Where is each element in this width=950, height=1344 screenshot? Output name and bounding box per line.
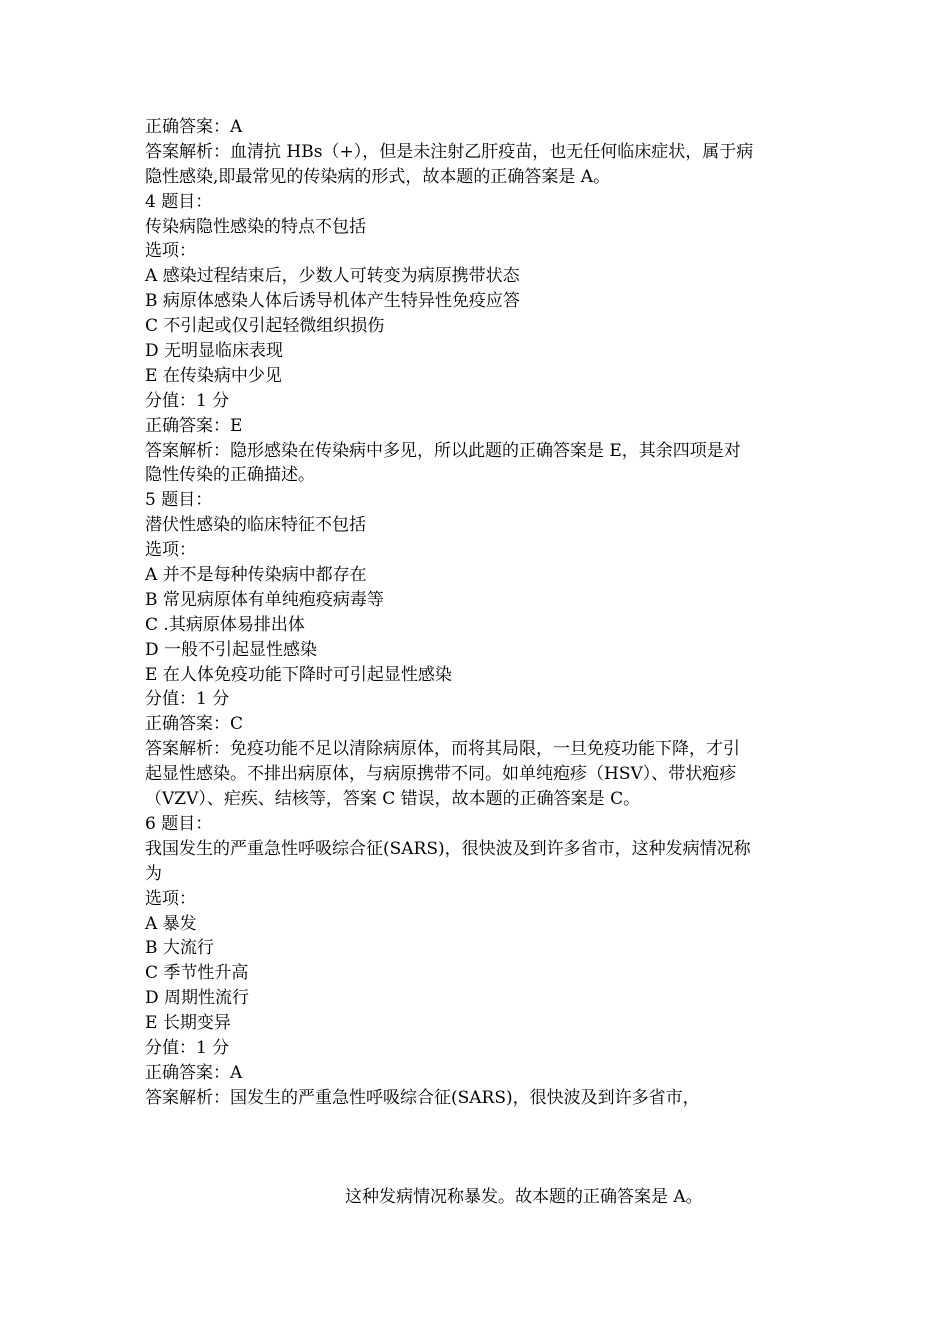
text-line: 分值：1 分 <box>145 1037 230 1058</box>
text-line: 5 题目： <box>145 490 213 511</box>
text-line: 正确答案：E <box>145 415 243 436</box>
text-line: B 常见病原体有单纯疱疫病毒等 <box>145 589 384 610</box>
text-line: D 一般不引起显性感染 <box>145 639 318 660</box>
text-line: 起显性感染。不排出病原体，与病原携带不同。如单纯疱疹（HSV）、带状疱疹 <box>145 764 737 785</box>
text-line: 答案解析：国发生的严重急性呼吸综合征(SARS)，很快波及到许多省市， <box>145 1087 700 1108</box>
text-line: A 感染过程结束后，少数人可转变为病原携带状态 <box>145 266 520 287</box>
text-line: A 暴发 <box>145 913 197 934</box>
text-line: 答案解析：血清抗 HBs（+），但是未注射乙肝疫苗，也无任何临床症状，属于病 <box>145 141 754 162</box>
text-line: 隐性传染的正确描述。 <box>145 465 315 486</box>
text-line: 答案解析：隐形感染在传染病中多见，所以此题的正确答案是 E，其余四项是对 <box>145 440 741 461</box>
text-line: 为 <box>145 863 162 884</box>
text-line: E 长期变异 <box>145 1013 231 1034</box>
document-body <box>145 115 810 1111</box>
text-line: （VZV）、疟疾、结核等，答案 C 错误，故本题的正确答案是 C。 <box>145 789 641 810</box>
text-line: E 在传染病中少见 <box>145 365 282 386</box>
text-line: D 周期性流行 <box>145 988 250 1009</box>
text-line: C .其病原体易排出体 <box>145 614 305 635</box>
text-line: 6 题目： <box>145 813 213 834</box>
text-line: 隐性感染,即最常见的传染病的形式，故本题的正确答案是 A。 <box>145 166 611 187</box>
text-line: A 并不是每种传染病中都存在 <box>145 565 367 586</box>
text-line: 分值：1 分 <box>145 390 230 411</box>
text-line: C 不引起或仅引起轻微组织损伤 <box>145 316 385 337</box>
text-line: D 无明显临床表现 <box>145 341 284 362</box>
text-line: 选项： <box>145 540 196 561</box>
text-line: 正确答案：A <box>145 117 243 137</box>
text-line: 答案解析：免疫功能不足以清除病原体，而将其局限，一旦免疫功能下降，才引 <box>145 739 740 760</box>
text-line: 潜伏性感染的临床特征不包括 <box>145 515 366 536</box>
continuation-line: 这种发病情况称暴发。故本题的正确答案是 A。 <box>345 1187 703 1207</box>
text-line: 分值：1 分 <box>145 689 230 710</box>
text-line: 我国发生的严重急性呼吸综合征(SARS)，很快波及到许多省市，这种发病情况称 <box>145 838 751 859</box>
text-line: 4 题目： <box>145 191 213 212</box>
text-line: B 病原体感染人体后诱导机体产生特异性免疫应答 <box>145 291 520 312</box>
text-line: B 大流行 <box>145 938 214 959</box>
text-line: 正确答案：A <box>145 1062 243 1083</box>
text-line: E 在人体免疫功能下降时可引起显性感染 <box>145 664 452 685</box>
text-line: 选项： <box>145 888 196 909</box>
text-line: 传染病隐性感染的特点不包括 <box>145 216 366 237</box>
text-line: 选项： <box>145 241 196 262</box>
text-line: 正确答案：C <box>145 714 244 735</box>
text-line: C 季节性升高 <box>145 963 249 984</box>
